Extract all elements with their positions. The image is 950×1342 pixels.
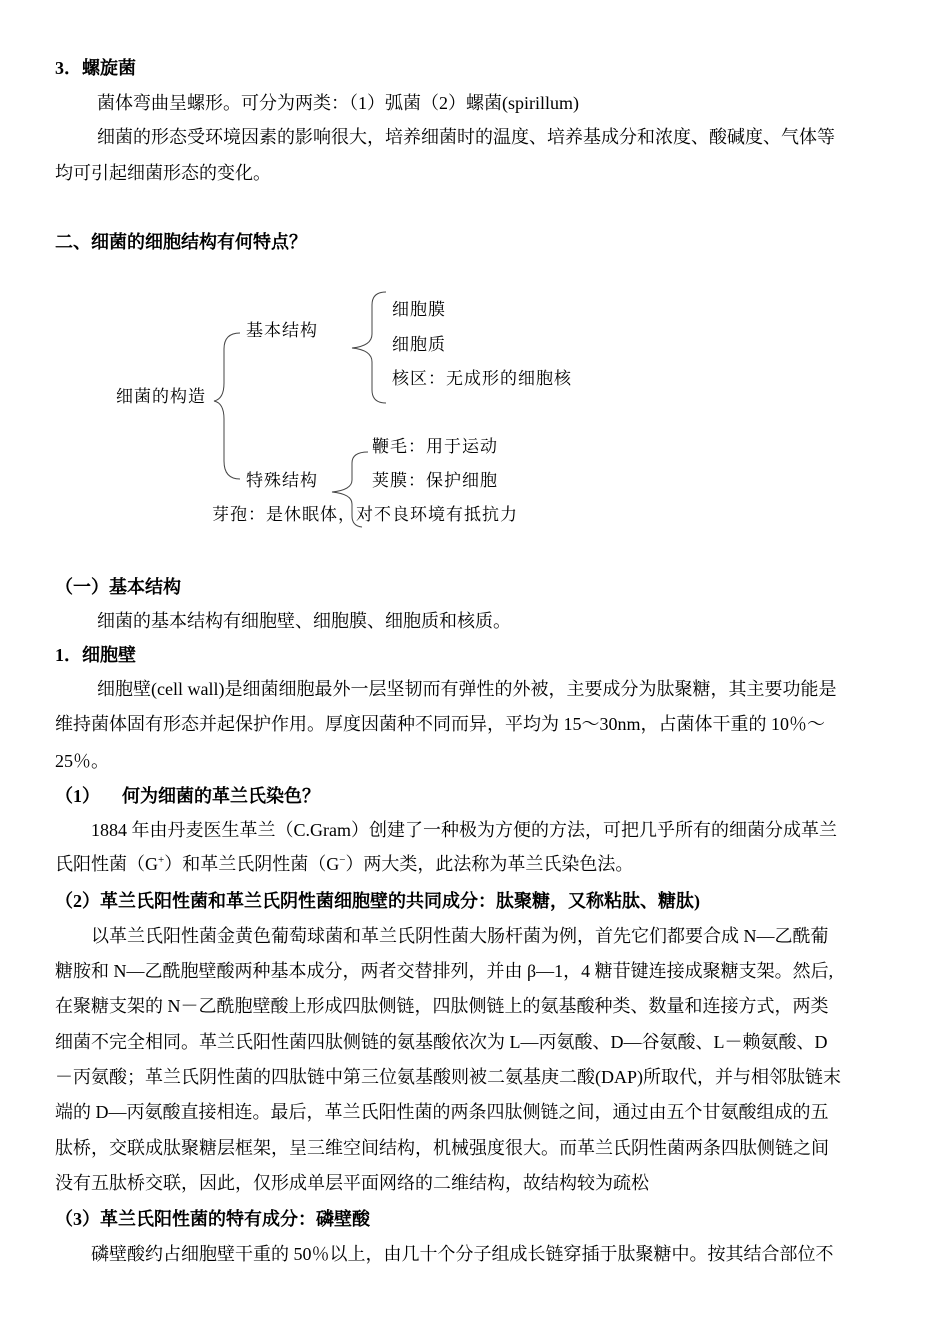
diagram-item-flagella: 鞭毛：用于运动 [372,437,498,456]
paragraph-line: 以革兰氏阳性菌金黄色葡萄球菌和革兰氏阴性菌大肠杆菌为例，首先它们都要合成 N—乙酰葡 [91,926,829,946]
diagram-special-label: 特殊结构 [246,471,318,490]
paragraph-line: 糖胺和 N—乙酰胞壁酸两种基本成分，两者交替排列，并由 β—1，4 糖苷键连接成聚糖支架。然后, [55,961,834,981]
section-heading-spirillum: 3．螺旋菌 [55,58,136,78]
paragraph-line: 1884 年由丹麦医生革兰（C.Gram）创建了一种极为方便的方法，可把几乎所有的细菌分成革兰 [91,820,837,840]
paragraph-line: 细胞壁(cell wall)是细菌细胞最外一层坚韧而有弹性的外被，主要成分为肽聚糖，其主要功能是 [97,679,837,699]
question-heading-gram [55,786,320,808]
paragraph-line: 细菌不完全相同。革兰氏阳性菌四肽侧链的氨基酸依次为 L—丙氨酸、D—谷氨酸、L－赖氨酸、D [55,1032,828,1052]
diagram-item-nucleus: 核区：无成形的细胞核 [392,369,572,388]
basic-brace [352,292,386,403]
paragraph-line: 维持菌体固有形态并起保护作用。厚度因菌种不同而异，平均为 15～30nm，占菌体干重的 10％～ [55,714,825,734]
paragraph-line: 磷壁酸约占细胞壁干重的 50％以上，由几十个分子组成长链穿插于肽聚糖中。按其结合部位不 [91,1244,834,1264]
question-heading-common: （2）革兰氏阳性菌和革兰氏阴性菌细胞壁的共同成分：肽聚糖，又称粘肽、糖肽) [55,891,700,911]
paragraph-line: 在聚糖支架的 N－乙酰胞壁酸上形成四肽侧链，四肽侧链上的氨基酸种类、数量和连接方式，两类 [55,996,829,1016]
paragraph-line [55,854,633,876]
paragraph-line: 端的 D—丙氨酸直接相连。最后，革兰氏阳性菌的两条四肽侧链之间，通过由五个甘氨酸组成的五 [55,1102,829,1122]
subsection-heading-basic: （一）基本结构 [55,577,181,597]
diagram-item-cytoplasm: 细胞质 [392,335,446,354]
question-number: （1） [55,786,100,806]
root-brace [214,333,240,479]
question-heading: 二、细菌的细胞结构有何特点？ [55,232,307,252]
paragraph-line: 肽桥，交联成肽聚糖层框架，呈三维空间结构，机械强度很大。而革兰氏阴性菌两条四肽侧链之间 [55,1138,829,1158]
diagram-basic-label: 基本结构 [246,321,318,340]
text-run: ）两大类，此法称为革兰氏染色法。 [345,854,634,874]
diagram-item-membrane: 细胞膜 [392,300,446,319]
paragraph-line: 菌体弯曲呈螺形。可分为两类：（1）弧菌（2）螺菌(spirillum) [97,93,579,113]
superscript-negative: − [339,854,346,866]
question-text: 何为细菌的革兰氏染色？ [122,786,320,806]
text-run: 氏阳性菌（G [55,854,158,874]
diagram-item-capsule: 荚膜：保护细胞 [372,471,498,490]
superscript-positive: + [158,854,165,866]
text-run: ）和革兰氏阴性菌（G [164,854,340,874]
diagram-item-spore: 芽孢：是休眠体，对不良环境有抵抗力 [212,505,518,524]
paragraph-line: 细菌的形态受环境因素的影响很大，培养细菌时的温度、培养基成分和浓度、酸碱度、气体等 [97,127,835,147]
paragraph-line: 25％。 [55,751,109,771]
paragraph-line: 没有五肽桥交联，因此，仅形成单层平面网络的二维结构，故结构较为疏松 [55,1173,649,1193]
diagram-root-label: 细菌的构造 [116,387,206,406]
paragraph-line: 细菌的基本结构有细胞壁、细胞膜、细胞质和核质。 [97,611,511,631]
question-heading-teichoic: （3）革兰氏阳性菌的特有成分：磷壁酸 [55,1209,370,1229]
paragraph-line: －丙氨酸；革兰氏阴性菌的四肽链中第三位氨基酸则被二氨基庚二酸(DAP)所取代，并与相邻肽链末 [55,1067,841,1087]
section-heading-cell-wall: 1．细胞壁 [55,645,136,665]
paragraph-line: 均可引起细菌形态的变化。 [55,163,271,183]
